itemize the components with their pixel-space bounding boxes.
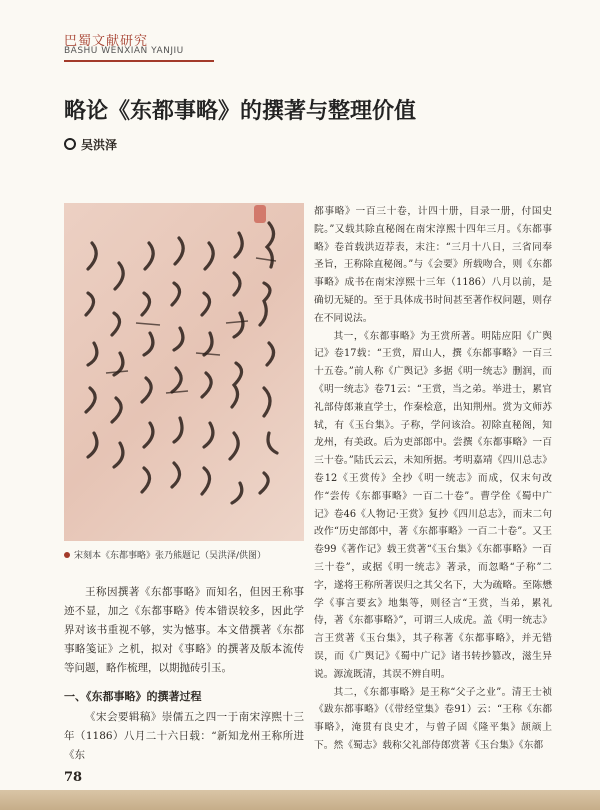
- calligraphy-strokes: [64, 203, 304, 541]
- right-paragraph-1: 都事略》一百三十卷，计四十册，目录一册，付国史院。”又载其除直秘阁在南宋淳熙十四年三月。《东都事略》卷首载洪迈荐表，末注：“三月十八日，三省同奉圣旨，王称除直秘阁。”与《会要》所载吻合，则《东都事略》成书在南宋淳熙十三年（1186）八月以前，是确切无疑的。至于具体成书时间甚至著作权问题，则存在不同说法。: [314, 206, 552, 324]
- caption-text: 宋刻本《东都事略》张乃熊题记（吴洪泽/供图）: [74, 551, 267, 561]
- bottom-decoration: [0, 790, 600, 810]
- red-seal-icon: [254, 205, 266, 223]
- section-header-en: BASHU WENXIAN YANJIU: [64, 46, 184, 56]
- right-column: [314, 203, 552, 755]
- left-paragraph: 王称因撰著《东都事略》而知名，但因王称事迹不显，加之《东都事略》传本错误较多，因此学界对该书重视不够，实为憾事。本文借撰著《东都事略笺证》之机，拟对《事略》的撰著及版本流传等问题，略作梳理，以期抛砖引玉。: [64, 586, 304, 674]
- page-number: 78: [64, 770, 83, 785]
- right-paragraph-2: 其一，《东都事略》为王赏所著。明陆应阳《广舆记》卷17载：“王赏，眉山人，撰《东都事略》一百三十五卷。”前人称《广舆记》多据《明一统志》删润，而《明一统志》卷71云：“王赏，当之弟。举进士，累官礼部侍郎兼直学士，作秦桧意，出知荆州。赏为文师苏轼，有《玉台集》。子称，学问该洽。初除直秘阁，知龙州，有美政。后为吏部郎中。尝撰《东都事略》一百三十卷。”陆氏云云，未知所据。考明嘉靖《四川总志》卷12《王赏传》全抄《明一统志》而成，仅末句改作“尝传《东都事略》一百二十卷”。曹学佺《蜀中广记》卷46《人物记·王赏》复抄《四川总志》，而末二句改作“历史部郎中，著《东都事略》一百二十卷”。又王卷99《著作记》载王赏著“《玉台集》《东都事略》一百三十卷”，或据《明一统志》著录，而忽略“子称”二字，遂将王称所著误归之其父名下，大为疏略。至陈懋学《事言要玄》地集等，则径言“王赏，当弟，累礼侍，著《东都事略》”，可谓三人成虎。盖《明一统志》言王赏著《玉台集》，其子称著《东都事略》，并无错误，而《广舆记》《蜀中广记》诸书转抄篡改，滋生异说。源流既清，其误不辨自明。: [314, 330, 552, 680]
- right-paragraph-3: 其二，《东都事略》是王称“父子之业”。清王士祯《跋东都事略》（《带经堂集》卷91）云：“王称《东都事略》，淹贯有良史才，与曾子固《隆平集》颉颃上下。然《蜀志》载称父礼部侍郎赏著《玉台集》《东都: [314, 686, 552, 751]
- left-paragraph-2: 《宋会要辑稿》崇儒五之四一于南宋淳熙十三年（1186）八月二十六日载：“新知龙州王称所进《东: [64, 711, 304, 761]
- section-header-cn: 巴蜀文献研究: [64, 34, 149, 49]
- left-column-2: [64, 708, 304, 765]
- left-column: [64, 583, 304, 678]
- section-heading: 一、《东都事略》的撰著过程: [64, 690, 202, 703]
- figure-caption: [64, 548, 304, 561]
- calligraphy-image: [64, 203, 304, 541]
- header-rule: [64, 60, 214, 62]
- author-name: 吴洪泽: [81, 138, 118, 152]
- article-title: 略论《东都事略》的撰著与整理价值: [64, 99, 417, 124]
- author-bullet-icon: [64, 138, 76, 150]
- author-line: [64, 136, 117, 153]
- caption-bullet-icon: [64, 552, 70, 558]
